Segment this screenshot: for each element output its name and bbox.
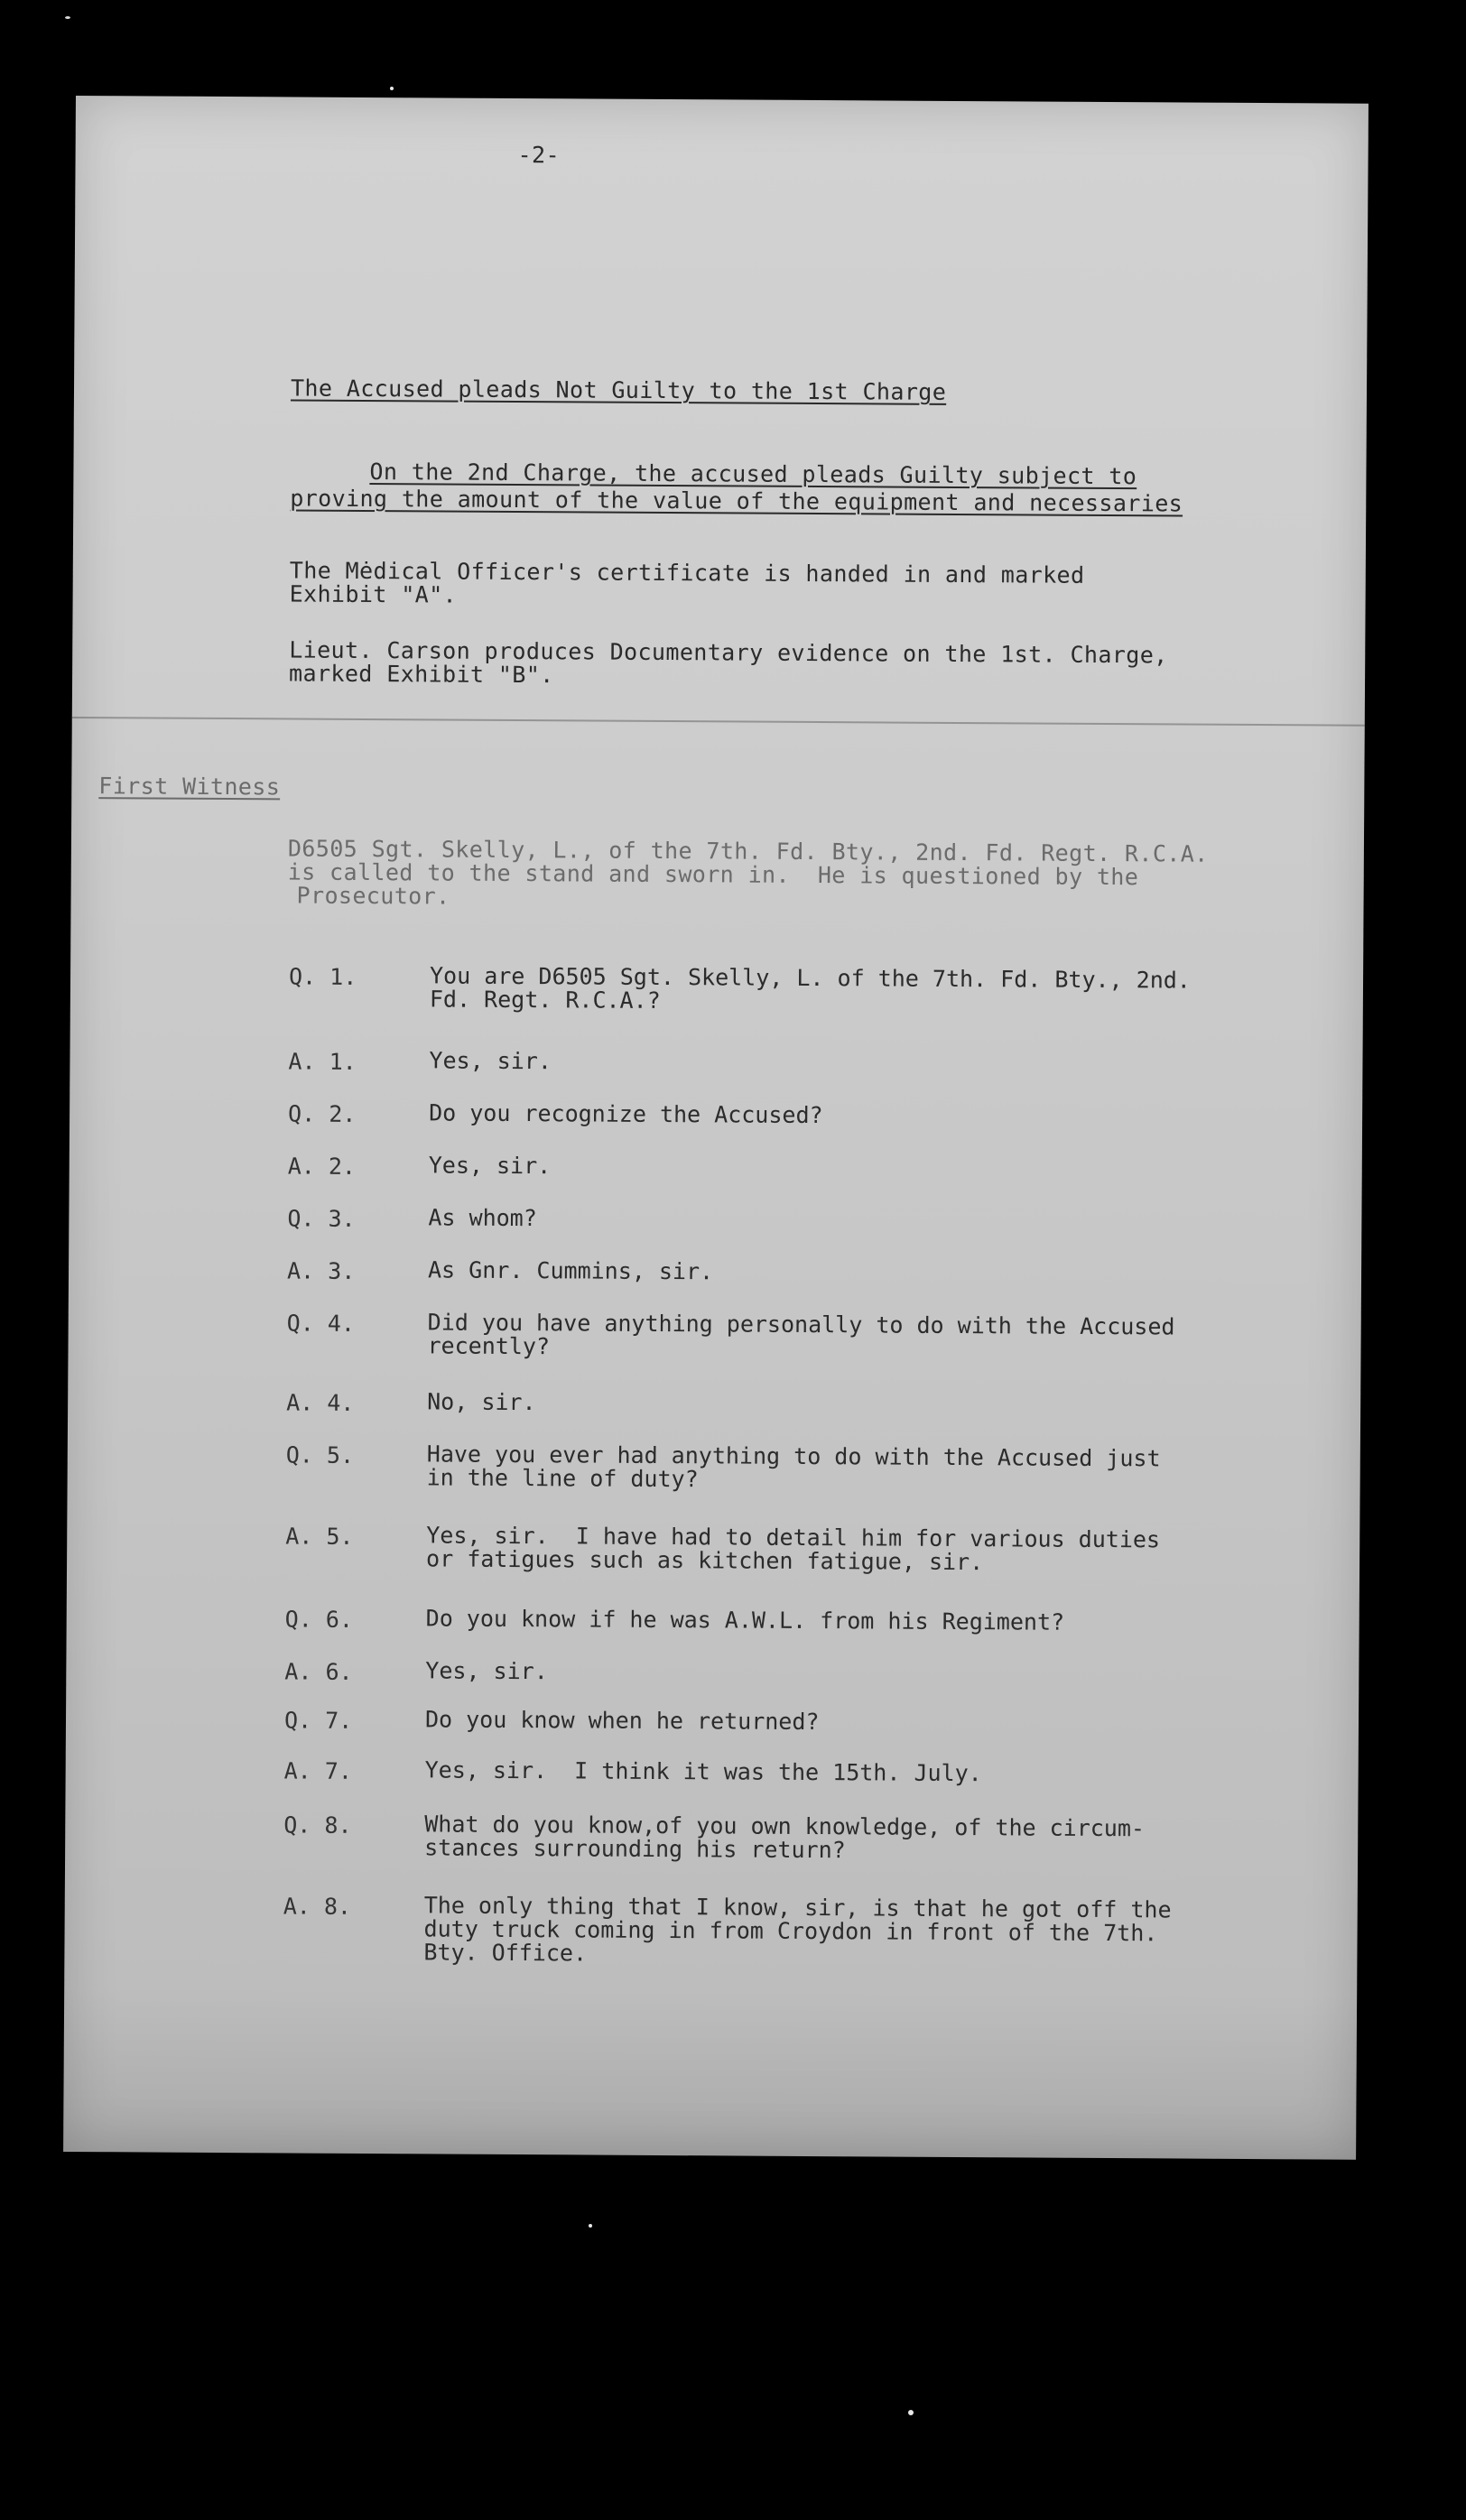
document-page [63, 96, 1369, 2160]
qa-text-line: Yes, sir. [425, 1657, 548, 1685]
qa-label: A. 1. [288, 1048, 357, 1075]
medical-certificate-line-2: Exhibit "A". [289, 580, 458, 608]
qa-text-line: duty truck coming in from Croydon in front of the 7th. [423, 1915, 1158, 1947]
qa-label: Q. 2. [288, 1100, 357, 1127]
qa-text-line: Bty. Office. [423, 1939, 588, 1967]
qa-label: Q. 6. [284, 1606, 354, 1633]
dust-speck [390, 87, 394, 90]
dust-speck [65, 16, 70, 19]
qa-label: Q. 4. [286, 1310, 356, 1337]
qa-text-line: As Gnr. Cummins, sir. [427, 1256, 714, 1285]
qa-label: A. 8. [283, 1893, 352, 1920]
qa-label: A. 6. [284, 1658, 353, 1685]
qa-text-line: What do you know,of you own knowledge, of the circum- [424, 1811, 1146, 1842]
second-charge-line-2: proving the amount of the value of the equipment and necessaries [290, 485, 1183, 517]
qa-text-line: You are D6505 Sgt. Skelly, L. of the 7th. Fd. Bty., 2nd. [429, 962, 1191, 994]
qa-text-line: in the line of duty? [426, 1464, 699, 1493]
qa-text-line: Do you know when he returned? [424, 1706, 820, 1736]
qa-text-line: As whom? [428, 1204, 537, 1232]
qa-text-line: Yes, sir. I have had to detail him for various duties [426, 1522, 1161, 1553]
qa-text-line: Did you have anything personally to do with the Accused [427, 1309, 1175, 1340]
qa-label: Q. 5. [285, 1441, 355, 1468]
qa-text-line: recently? [427, 1332, 551, 1360]
qa-text-line: or fatigues such as kitchen fatigue, sir. [426, 1545, 984, 1576]
qa-label: Q. 3. [287, 1205, 356, 1232]
qa-text-line: Do you recognize the Accused? [429, 1099, 823, 1129]
page-number: -2- [517, 141, 561, 169]
medical-certificate-line-1: The Mėdical Officer's certificate is handed in and marked [289, 557, 1085, 588]
dust-speck [589, 2224, 592, 2228]
qa-label: Q. 7. [283, 1707, 353, 1734]
plea-first-charge: The Accused pleads Not Guilty to the 1st Charge [290, 375, 947, 405]
qa-text-line: Do you know if he was A.W.L. from his Regiment? [425, 1605, 1065, 1635]
witness-intro-line-3: Prosecutor. [296, 882, 450, 910]
qa-label: A. 2. [287, 1153, 357, 1180]
documentary-evidence-line-2: marked Exhibit "B". [289, 660, 554, 689]
qa-label: A. 4. [286, 1389, 355, 1416]
page-fold [72, 717, 1365, 727]
qa-label: Q. 8. [283, 1811, 352, 1839]
second-charge-line-1: On the 2nd Charge, the accused pleads Guilty subject to [369, 458, 1137, 490]
dust-speck [908, 2410, 914, 2415]
qa-text-line: Yes, sir. [429, 1047, 552, 1075]
documentary-evidence-line-1: Lieut. Carson produces Documentary evidence on the 1st. Charge, [289, 636, 1168, 669]
qa-text-line: Yes, sir. I think it was the 15th. July. [424, 1756, 982, 1787]
qa-label: A. 7. [283, 1757, 353, 1784]
qa-text-line: Fd. Regt. R.C.A.? [429, 986, 661, 1014]
first-witness-heading: First Witness [98, 773, 281, 801]
qa-label: A. 3. [286, 1257, 356, 1284]
witness-intro-line-2: is called to the stand and sworn in. He is questioned by the [287, 858, 1139, 891]
qa-text-line: No, sir. [427, 1388, 536, 1416]
qa-label: Q. 1. [288, 963, 357, 990]
witness-intro-line-1: D6505 Sgt. Skelly, L., of the 7th. Fd. Bty., 2nd. Fd. Regt. R.C.A. [287, 835, 1209, 867]
qa-text-line: Yes, sir. [428, 1152, 552, 1180]
qa-text-line: stances surrounding his return? [424, 1834, 846, 1864]
qa-text-line: Have you ever had anything to do with the Accused just [426, 1441, 1161, 1472]
qa-text-line: The only thing that I know, sir, is that he got off the [423, 1892, 1172, 1923]
qa-label: A. 5. [285, 1523, 354, 1550]
